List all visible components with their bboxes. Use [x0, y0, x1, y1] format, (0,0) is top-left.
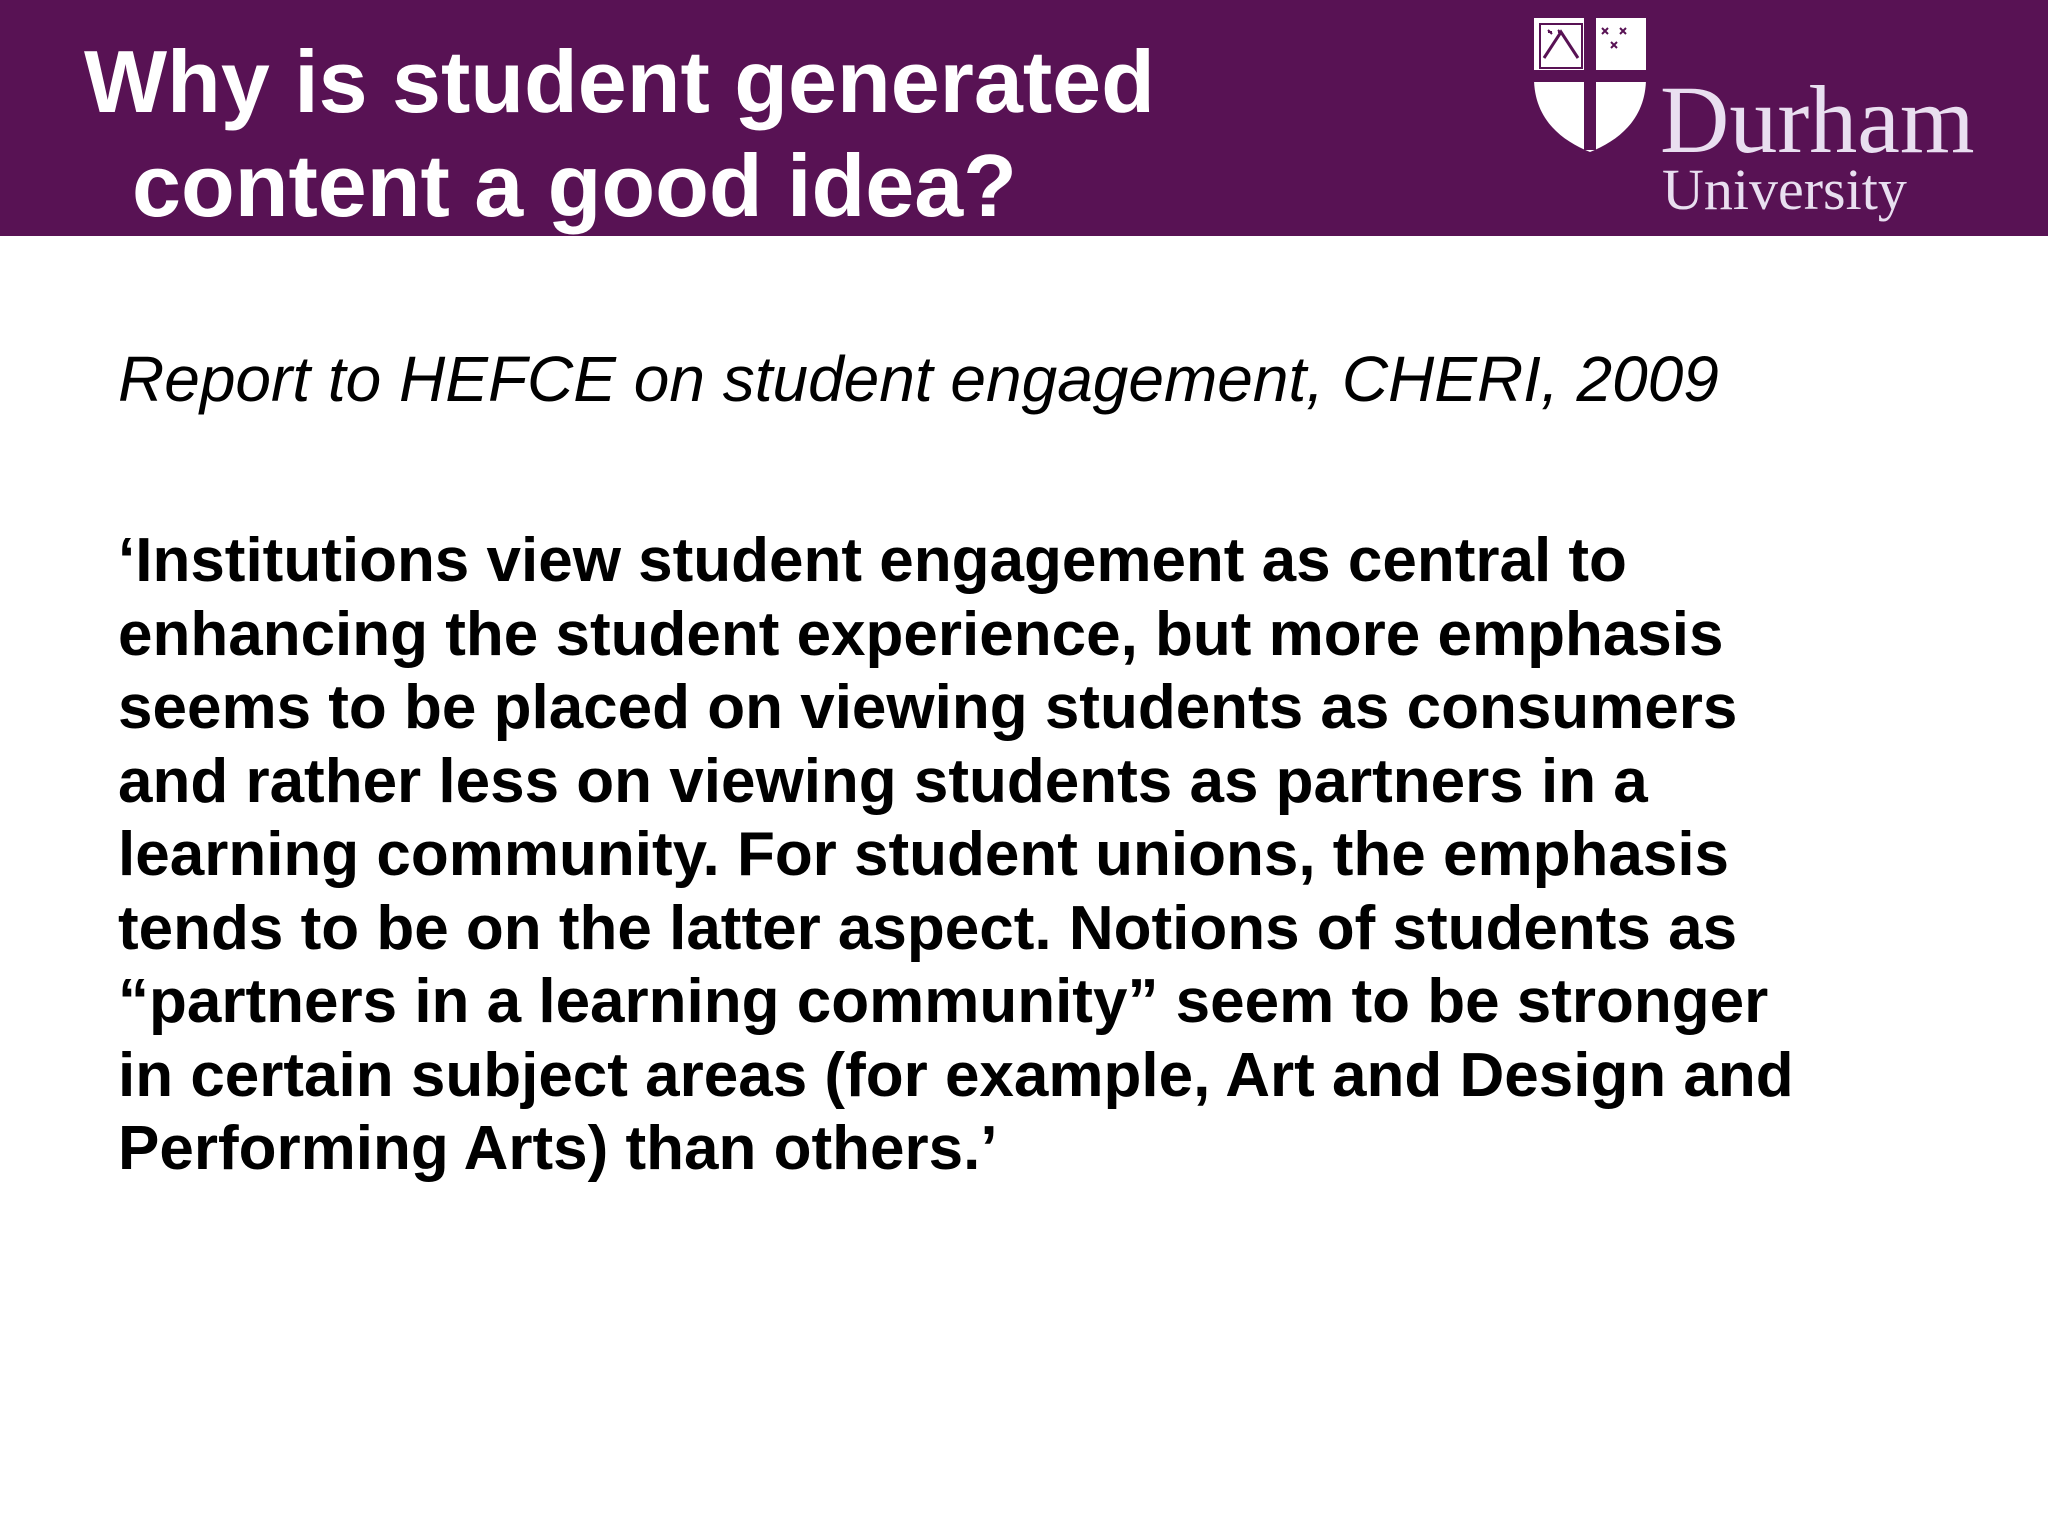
slide-title-line-2: content a good idea?: [132, 136, 1017, 235]
durham-university-logo: [1528, 14, 1988, 220]
logo-subtitle: University: [1662, 157, 1907, 222]
quote-line: Performing Arts) than others.’: [118, 1114, 998, 1183]
quote-block: [118, 524, 1998, 1186]
quote-line: enhancing the student experience, but more emphasis: [118, 599, 1724, 669]
quote-line: learning community. For student unions, the emphasis: [118, 820, 1730, 889]
university-crest-shield-icon: [1528, 14, 1652, 154]
quote-line: and rather less on viewing students as partners in a: [118, 746, 1648, 816]
quote-line: seems to be placed on viewing students as consumers: [118, 673, 1738, 742]
slide-title: [84, 30, 1155, 238]
quote-line: tends to be on the latter aspect. Notions of students as: [118, 893, 1738, 963]
quote-line: “partners in a learning community” seem to be stronger: [118, 967, 1769, 1036]
header-band: [0, 0, 2048, 236]
quote-line: ‘Institutions view student engagement as central to: [118, 526, 1627, 595]
citation: Report to HEFCE on student engagement, CHERI, 2009: [118, 343, 1719, 415]
quote-line: in certain subject areas (for example, Art and Design and: [118, 1040, 1794, 1110]
slide-title-line-1: Why is student generated: [84, 32, 1155, 131]
logo-name: Durham: [1660, 66, 1975, 173]
